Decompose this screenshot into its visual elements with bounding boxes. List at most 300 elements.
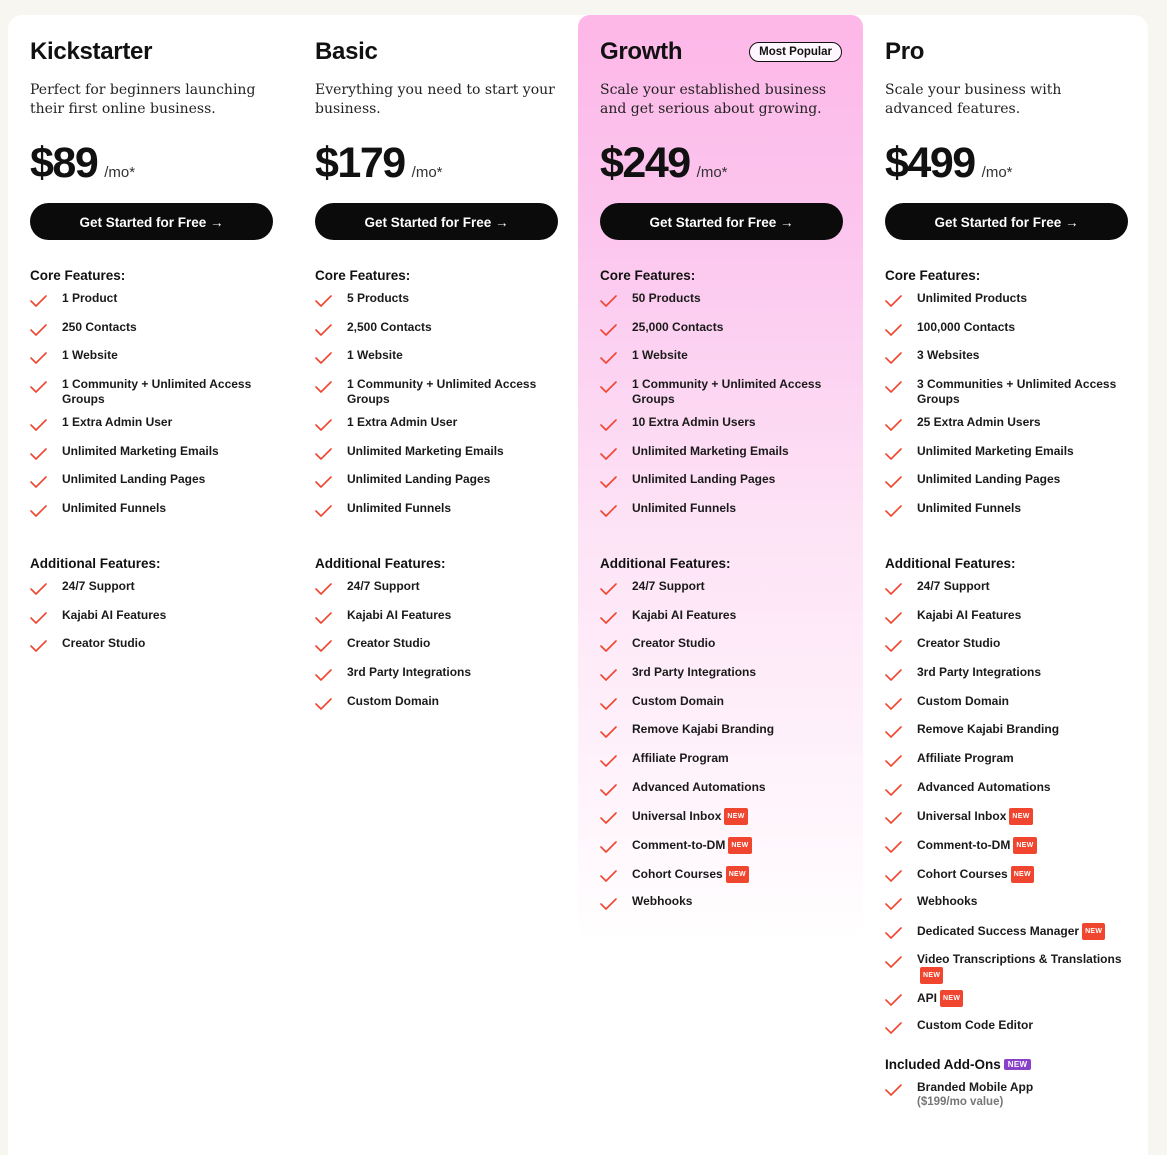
- feature-item: [30, 501, 272, 530]
- feature-text: Creator Studio: [632, 636, 716, 651]
- check-icon: [885, 640, 902, 652]
- check-icon: [885, 448, 902, 460]
- check-icon: [315, 505, 332, 517]
- feature-label: [62, 320, 137, 335]
- feature-item: [885, 780, 1127, 809]
- feature-item: [600, 444, 842, 473]
- check-icon: [885, 784, 902, 796]
- plan-description: Perfect for beginners launching their first online business.: [30, 82, 256, 117]
- feature-text: Advanced Automations: [917, 779, 1051, 794]
- check-icon: [885, 583, 902, 595]
- feature-label: [917, 377, 1127, 407]
- check-icon: [315, 640, 332, 652]
- check-icon: [885, 505, 902, 517]
- feature-item: [315, 636, 557, 665]
- check-icon: [885, 698, 902, 710]
- plan-description: Everything you need to start your business.: [315, 82, 555, 117]
- feature-item: [885, 1018, 1127, 1047]
- feature-text: 1 Extra Admin User: [347, 415, 458, 430]
- feature-text: Cohort Courses: [917, 866, 1008, 881]
- check-icon: [315, 669, 332, 681]
- feature-item: [315, 291, 557, 320]
- feature-label: [632, 808, 748, 825]
- feature-label: [632, 608, 736, 623]
- feature-text: Unlimited Marketing Emails: [62, 443, 219, 458]
- get-started-button[interactable]: Get Started for Free →: [885, 203, 1128, 240]
- check-icon: [30, 352, 47, 364]
- feature-label: [62, 472, 205, 487]
- new-badge: NEW: [728, 837, 751, 854]
- feature-label: [917, 894, 977, 909]
- feature-text: 3rd Party Integrations: [347, 664, 472, 679]
- feature-item: [315, 377, 557, 415]
- feature-text: Unlimited Landing Pages: [62, 472, 206, 487]
- plan-card-kickstarter: [8, 15, 293, 1155]
- feature-text: Kajabi AI Features: [62, 607, 167, 622]
- feature-text: 1 Website: [632, 348, 688, 363]
- feature-item: [600, 751, 842, 780]
- feature-item: [600, 320, 842, 349]
- check-icon: [885, 381, 902, 393]
- check-icon: [600, 898, 617, 910]
- feature-text: Remove Kajabi Branding: [632, 722, 775, 737]
- check-icon: [885, 994, 902, 1006]
- feature-item: [600, 808, 842, 837]
- new-badge: NEW: [1004, 1059, 1032, 1070]
- plan-description: Scale your established business and get serious about growing.: [600, 82, 827, 117]
- feature-text: Advanced Automations: [632, 779, 766, 794]
- feature-label: [917, 923, 1105, 940]
- check-icon: [885, 726, 902, 738]
- feature-item: [600, 348, 842, 377]
- get-started-button[interactable]: Get Started for Free →: [315, 203, 558, 240]
- feature-label: [917, 722, 1059, 737]
- included-addons-title: [885, 1057, 1127, 1072]
- feature-text: Custom Code Editor: [917, 1018, 1033, 1033]
- additional-features-title: Additional Features:: [315, 555, 446, 571]
- feature-text: 3 Communities + Unlimited Access Groups: [917, 377, 1117, 407]
- feature-item: [600, 472, 842, 501]
- feature-text: Unlimited Marketing Emails: [347, 443, 504, 458]
- feature-text: 3rd Party Integrations: [632, 664, 757, 679]
- plan-name: Basic: [315, 38, 378, 65]
- feature-label: [632, 866, 749, 883]
- feature-item: [600, 837, 842, 866]
- feature-label: [632, 472, 775, 487]
- core-features-title: Core Features:: [30, 268, 126, 283]
- plan-name: Growth: [600, 38, 683, 65]
- addon-item: [885, 1080, 1127, 1118]
- feature-label: [632, 837, 752, 854]
- feature-label: [62, 348, 118, 363]
- check-icon: [600, 755, 617, 767]
- feature-label: [632, 780, 766, 795]
- check-icon: [885, 419, 902, 431]
- check-icon: [600, 476, 617, 488]
- check-icon: [885, 1084, 902, 1096]
- feature-text: 25,000 Contacts: [632, 319, 724, 334]
- feature-item: [30, 636, 272, 665]
- feature-label: [347, 444, 504, 459]
- feature-item: [885, 415, 1127, 444]
- check-icon: [885, 295, 902, 307]
- get-started-button[interactable]: Get Started for Free →: [30, 203, 273, 240]
- feature-text: 24/7 Support: [347, 578, 420, 593]
- additional-features-title: Additional Features:: [600, 555, 731, 571]
- check-icon: [30, 612, 47, 624]
- feature-text: Kajabi AI Features: [632, 607, 737, 622]
- feature-item: [885, 444, 1127, 473]
- feature-text: 50 Products: [632, 291, 701, 305]
- feature-text: Unlimited Landing Pages: [917, 472, 1061, 487]
- feature-label: [917, 348, 979, 363]
- feature-item: [885, 990, 1127, 1019]
- feature-item: [885, 291, 1127, 320]
- feature-item: [885, 837, 1127, 866]
- feature-item: [885, 636, 1127, 665]
- feature-text: 250 Contacts: [62, 319, 137, 334]
- check-icon: [315, 419, 332, 431]
- additional-features-title: Additional Features:: [30, 555, 161, 571]
- feature-item: [30, 348, 272, 377]
- check-icon: [885, 612, 902, 624]
- feature-text: Universal Inbox: [917, 809, 1007, 824]
- addons-list: [885, 1080, 1127, 1118]
- price-period: /mo*: [981, 164, 1013, 181]
- check-icon: [315, 352, 332, 364]
- feature-item: [600, 780, 842, 809]
- feature-text: Cohort Courses: [632, 866, 723, 881]
- plan-card-pro: [863, 15, 1148, 1155]
- feature-text: Unlimited Marketing Emails: [632, 443, 789, 458]
- feature-item: [30, 415, 272, 444]
- feature-item: [315, 579, 557, 608]
- feature-label: [347, 415, 457, 430]
- check-icon: [600, 784, 617, 796]
- feature-label: [347, 472, 490, 487]
- check-icon: [600, 698, 617, 710]
- check-icon: [315, 448, 332, 460]
- feature-text: 1 Community + Unlimited Access Groups: [347, 377, 537, 407]
- plan-name: Kickstarter: [30, 38, 153, 65]
- check-icon: [30, 324, 47, 336]
- plan-price: $89: [30, 139, 98, 187]
- plan-name: Pro: [885, 38, 925, 65]
- feature-item: [885, 320, 1127, 349]
- feature-text: 100,000 Contacts: [917, 319, 1016, 334]
- feature-label: [632, 444, 789, 459]
- check-icon: [600, 870, 617, 882]
- feature-label: [62, 377, 272, 407]
- check-icon: [600, 324, 617, 336]
- feature-label: [347, 636, 430, 651]
- feature-text: 24/7 Support: [917, 578, 990, 593]
- feature-text: 1 Product: [62, 291, 118, 305]
- feature-text: 24/7 Support: [62, 578, 135, 593]
- feature-item: [885, 808, 1127, 837]
- new-badge: NEW: [724, 808, 747, 825]
- feature-text: Unlimited Marketing Emails: [917, 443, 1074, 458]
- feature-item: [30, 320, 272, 349]
- feature-label: [632, 579, 705, 594]
- feature-text: Unlimited Landing Pages: [347, 472, 491, 487]
- feature-label: [62, 291, 117, 306]
- feature-label: [347, 348, 403, 363]
- feature-label: [632, 665, 756, 680]
- feature-item: [885, 472, 1127, 501]
- plan-card-growth: [578, 15, 863, 937]
- feature-item: [600, 636, 842, 665]
- new-badge: NEW: [1082, 923, 1105, 940]
- feature-item: [315, 501, 557, 530]
- check-icon: [885, 1022, 902, 1034]
- feature-text: 10 Extra Admin Users: [632, 415, 756, 430]
- feature-item: [885, 377, 1127, 415]
- addons-title-text: Included Add-Ons: [885, 1057, 1001, 1073]
- feature-label: [347, 501, 451, 516]
- feature-item: [30, 608, 272, 637]
- feature-item: [885, 579, 1127, 608]
- feature-item: [600, 694, 842, 723]
- check-icon: [600, 669, 617, 681]
- check-icon: [600, 583, 617, 595]
- feature-text: 2,500 Contacts: [347, 319, 432, 334]
- price-period: /mo*: [104, 164, 136, 181]
- feature-label: [632, 348, 688, 363]
- new-badge: NEW: [1009, 808, 1032, 825]
- feature-label: [917, 415, 1041, 430]
- check-icon: [315, 324, 332, 336]
- feature-label: [632, 694, 724, 709]
- feature-item: [600, 377, 842, 415]
- feature-label: [632, 751, 729, 766]
- feature-item: [315, 608, 557, 637]
- feature-item: [885, 866, 1127, 895]
- feature-item: [885, 952, 1127, 990]
- feature-text: Custom Domain: [347, 693, 440, 708]
- check-icon: [885, 812, 902, 824]
- feature-text: Comment-to-DM: [917, 838, 1011, 852]
- check-icon: [30, 476, 47, 488]
- plan-card-basic: [293, 15, 578, 1155]
- feature-text: Dedicated Success Manager: [917, 924, 1080, 939]
- check-icon: [885, 324, 902, 336]
- price-row: [30, 139, 272, 185]
- feature-text: Video Transcriptions & Translations: [917, 951, 1122, 966]
- feature-item: [600, 291, 842, 320]
- feature-label: [62, 636, 145, 651]
- feature-label: [917, 579, 990, 594]
- get-started-button[interactable]: Get Started for Free →: [600, 203, 843, 240]
- feature-label: [917, 1018, 1033, 1033]
- check-icon: [315, 381, 332, 393]
- feature-label: [917, 665, 1041, 680]
- feature-text: 1 Website: [347, 348, 403, 363]
- feature-label: [632, 501, 736, 516]
- feature-item: [315, 415, 557, 444]
- feature-label: [917, 636, 1000, 651]
- price-row: [885, 139, 1127, 185]
- feature-text: Remove Kajabi Branding: [917, 722, 1060, 737]
- check-icon: [600, 295, 617, 307]
- price-row: [600, 139, 842, 185]
- feature-item: [315, 444, 557, 473]
- feature-text: Custom Domain: [917, 693, 1010, 708]
- feature-label: [62, 608, 166, 623]
- feature-item: [315, 694, 557, 723]
- feature-item: [600, 608, 842, 637]
- check-icon: [30, 505, 47, 517]
- feature-label: [917, 866, 1034, 883]
- feature-label: [62, 415, 172, 430]
- additional-features-list: [885, 579, 1127, 1047]
- feature-item: [600, 579, 842, 608]
- check-icon: [600, 612, 617, 624]
- core-features-title: Core Features:: [600, 268, 696, 283]
- check-icon: [885, 898, 902, 910]
- feature-text: Unlimited Landing Pages: [632, 472, 776, 487]
- check-icon: [30, 640, 47, 652]
- feature-label: [347, 665, 471, 680]
- feature-text: 5 Products: [347, 291, 410, 305]
- additional-features-title: Additional Features:: [885, 555, 1016, 571]
- new-badge: NEW: [1011, 866, 1034, 883]
- check-icon: [315, 698, 332, 710]
- feature-item: [315, 348, 557, 377]
- feature-item: [885, 722, 1127, 751]
- feature-text: Kajabi AI Features: [917, 607, 1022, 622]
- feature-label: [632, 722, 774, 737]
- check-icon: [885, 755, 902, 767]
- feature-label: [347, 291, 409, 306]
- feature-item: [600, 665, 842, 694]
- feature-text: 1 Community + Unlimited Access Groups: [62, 377, 252, 407]
- feature-item: [30, 579, 272, 608]
- plan-description: Scale your business with advanced features.: [885, 82, 1062, 117]
- feature-item: [600, 415, 842, 444]
- additional-features-list: [600, 579, 842, 923]
- new-badge: NEW: [1013, 837, 1036, 854]
- feature-label: [917, 320, 1015, 335]
- feature-item: [315, 665, 557, 694]
- check-icon: [600, 448, 617, 460]
- feature-text: API: [917, 990, 938, 1005]
- feature-label: [62, 444, 219, 459]
- feature-item: [315, 320, 557, 349]
- check-icon: [600, 381, 617, 393]
- feature-item: [885, 694, 1127, 723]
- feature-text: Unlimited Funnels: [917, 501, 1022, 516]
- price-period: /mo*: [411, 164, 443, 181]
- feature-text: Unlimited Products: [917, 291, 1028, 305]
- feature-text: Custom Domain: [632, 693, 725, 708]
- check-icon: [315, 476, 332, 488]
- feature-label: [917, 608, 1021, 623]
- feature-item: [600, 866, 842, 895]
- new-badge: NEW: [940, 990, 963, 1007]
- feature-label: [917, 990, 963, 1007]
- feature-label: [347, 579, 420, 594]
- feature-text: 1 Website: [62, 348, 118, 363]
- price-period: /mo*: [696, 164, 728, 181]
- check-icon: [30, 295, 47, 307]
- feature-label: [917, 501, 1021, 516]
- feature-item: [600, 722, 842, 751]
- check-icon: [600, 841, 617, 853]
- feature-label: [347, 320, 432, 335]
- check-icon: [600, 640, 617, 652]
- feature-text: Creator Studio: [62, 636, 146, 651]
- check-icon: [600, 352, 617, 364]
- check-icon: [885, 352, 902, 364]
- check-icon: [885, 927, 902, 939]
- feature-text: Webhooks: [632, 894, 693, 909]
- addon-name: [917, 1080, 1033, 1110]
- feature-item: [885, 501, 1127, 530]
- new-badge: NEW: [920, 967, 943, 984]
- check-icon: [885, 956, 902, 968]
- feature-item: [30, 291, 272, 320]
- new-badge: NEW: [726, 866, 749, 883]
- pricing-panel: [8, 15, 1148, 1155]
- feature-label: [632, 894, 692, 909]
- core-features-title: Core Features:: [885, 268, 981, 283]
- feature-text: 1 Extra Admin User: [62, 415, 173, 430]
- feature-item: [885, 923, 1127, 952]
- feature-label: [62, 579, 135, 594]
- feature-label: [632, 320, 723, 335]
- feature-text: Unlimited Funnels: [62, 501, 167, 516]
- feature-text: Affiliate Program: [917, 750, 1014, 765]
- check-icon: [315, 612, 332, 624]
- feature-label: [917, 472, 1060, 487]
- check-icon: [30, 419, 47, 431]
- feature-item: [30, 377, 272, 415]
- feature-label: [62, 501, 166, 516]
- feature-label: [917, 808, 1033, 825]
- feature-label: [632, 415, 756, 430]
- feature-label: [632, 636, 715, 651]
- additional-features-list: [315, 579, 557, 722]
- core-features-title: Core Features:: [315, 268, 411, 283]
- feature-text: Creator Studio: [917, 636, 1001, 651]
- most-popular-badge: Most Popular: [749, 42, 842, 62]
- feature-text: Universal Inbox: [632, 809, 722, 824]
- feature-item: [885, 608, 1127, 637]
- plan-header: [315, 37, 557, 67]
- feature-label: [347, 694, 439, 709]
- feature-item: [885, 894, 1127, 923]
- check-icon: [885, 669, 902, 681]
- core-features-list: [600, 291, 842, 530]
- core-features-list: [885, 291, 1127, 530]
- feature-text: 3rd Party Integrations: [917, 664, 1042, 679]
- feature-text: 24/7 Support: [632, 578, 705, 593]
- feature-text: Affiliate Program: [632, 750, 729, 765]
- feature-label: [917, 952, 1127, 984]
- feature-label: [917, 837, 1037, 854]
- check-icon: [600, 505, 617, 517]
- feature-item: [885, 751, 1127, 780]
- plan-header: [600, 37, 842, 67]
- check-icon: [315, 295, 332, 307]
- feature-label: [917, 444, 1074, 459]
- check-icon: [30, 381, 47, 393]
- addon-value: ($199/mo value): [917, 1096, 1004, 1109]
- feature-text: 25 Extra Admin Users: [917, 415, 1041, 430]
- feature-item: [885, 665, 1127, 694]
- feature-item: [600, 501, 842, 530]
